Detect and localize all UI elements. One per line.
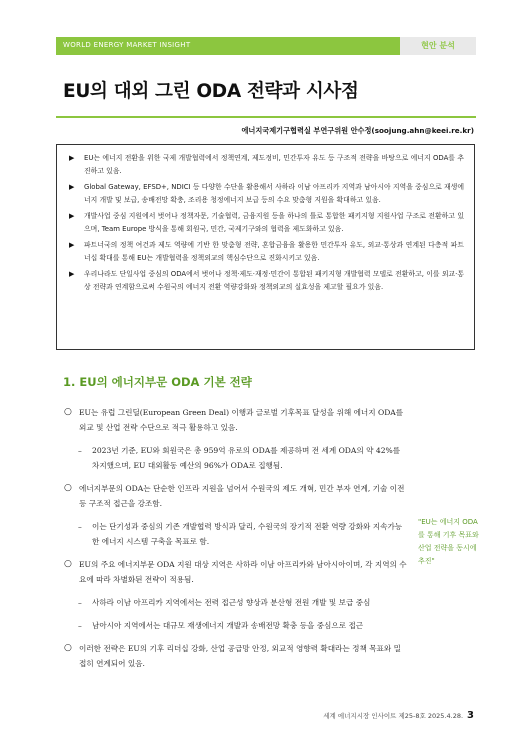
circle-bullet-icon: ○	[64, 643, 72, 653]
summary-item: ▶ Global Gateway, EFSD+, NDICI 등 다양한 수단을 활용해서 사하라 이남 아프리카 지역과 남아시아 지역을 중심으로 재생에너지 개발 및 보급, 송배전망 확충, 조리용 청정에너지 보급 등의 수요 맞춤형 지원을 확대하고 있음.	[69, 183, 464, 204]
section-title: 1. EU의 에너지부문 ODA 기본 전략	[63, 375, 252, 389]
body-subparagraph: – 2023년 기준, EU와 회원국은 총 959억 유로의 ODA를 제공하며 전 세계 ODA의 약 42%를 차지했으며, EU 대외활동 예산의 96%가 ODA로 집행됨.	[64, 443, 408, 473]
section-body	[64, 405, 408, 679]
summary-item: ▶ 개발사업 중심 지원에서 벗어나 정책자문, 기술협력, 금융지원 등을 하나의 틀로 통합한 패키지형 지원사업 구조로 전환하고 있으며, Team Europe 방식을 통해 회원국, 민간, 국제기구와의 협력을 제도화하고 있음.	[69, 212, 464, 233]
dash-bullet-icon: –	[78, 522, 82, 531]
summary-item: ▶ 우리나라도 단일사업 중심의 ODA에서 벗어나 정책·제도·재정·민간이 통합된 패키지형 개발협력 모델로 전환하고, 이를 외교·통상 전략과 연계함으로써 수원국의 에너지 전환 역량강화와 정책외교의 실효성을 제고할 필요가 있음.	[69, 270, 464, 291]
author-line: 에너지국제기구협력실 부연구위원 안수정(soojung.ahn@keei.re.kr)	[241, 126, 474, 135]
title-divider	[56, 116, 476, 118]
body-paragraph: ○ EU의 주요 에너지부문 ODA 지원 대상 지역은 사하라 이남 아프리카와 남아시아이며, 각 지역의 수요에 따라 차별화된 전략이 적용됨.	[64, 559, 407, 584]
triangle-bullet-icon: ▶	[69, 270, 75, 278]
dash-bullet-icon: –	[78, 598, 82, 607]
triangle-bullet-icon: ▶	[69, 212, 75, 220]
footer-text: 세계 에너지시장 인사이트 제25-8호 2025.4.28.	[323, 712, 464, 720]
body-subparagraph: – 남아시아 지역에서는 대규모 재생에너지 개발과 송배전망 확충 등을 중심으로 접근	[64, 618, 408, 633]
dash-bullet-icon: –	[78, 446, 82, 455]
category-tab: 현안 분석	[400, 37, 476, 55]
circle-bullet-icon: ○	[64, 483, 72, 493]
pull-quote: "EU는 에너지 ODA를 통해 기후 목표와 산업 전략을 동시에 추진"	[418, 518, 479, 565]
dash-bullet-icon: –	[78, 621, 82, 630]
body-paragraph: ○ 에너지부문의 ODA는 단순한 인프라 지원을 넘어서 수원국의 제도 개혁, 민간 부자 연계, 기술 이전 등 구조적 접근을 강조함.	[64, 483, 405, 508]
circle-bullet-icon: ○	[64, 407, 72, 417]
summary-item: ▶ EU는 에너지 전환을 위한 국제 개발협력에서 정책연계, 제도정비, 민간투자 유도 등 구조적 전략을 바탕으로 에너지 ODA를 추진하고 있음.	[69, 154, 464, 175]
triangle-bullet-icon: ▶	[69, 154, 75, 162]
circle-bullet-icon: ○	[64, 559, 72, 569]
body-paragraph: ○ 이러한 전략은 EU의 기후 리더십 강화, 산업 공급망 안정, 외교적 영향력 확대라는 정책 목표와 밀접히 연계되어 있음.	[64, 643, 401, 668]
summary-box	[56, 144, 475, 350]
body-subparagraph: – 이는 단기성과 중심의 기존 개발협력 방식과 달리, 수원국의 장기적 전환 역량 강화와 지속가능한 에너지 시스템 구축을 목표로 함.	[64, 519, 408, 549]
triangle-bullet-icon: ▶	[69, 241, 75, 249]
footer	[323, 710, 474, 721]
triangle-bullet-icon: ▶	[69, 183, 75, 191]
summary-item: ▶ 파트너국의 정책 여건과 제도 역량에 기반 한 맞춤형 전략, 혼합금융을 활용한 민간투자 유도, 외교·통상과 연계된 다층적 파트너십 확대를 통해 EU는 개발협력을 정책외교의 핵심수단으로 진화시키고 있음.	[69, 241, 464, 262]
body-subparagraph: – 사하라 이남 아프리카 지역에서는 전력 접근성 향상과 분산형 전원 개발 및 보급 중심	[64, 595, 408, 610]
body-paragraph: ○ EU는 유럽 그린딜(European Green Deal) 이행과 글로벌 기후목표 달성을 위해 에너지 ODA를 외교 및 산업 전략 수단으로 적극 활용하고 있음.	[64, 407, 404, 432]
publication-name: WORLD ENERGY MARKET INSIGHT	[63, 41, 191, 49]
page-title: EU의 대외 그린 ODA 전략과 시사점	[63, 81, 359, 102]
page-number: 3	[467, 710, 474, 721]
